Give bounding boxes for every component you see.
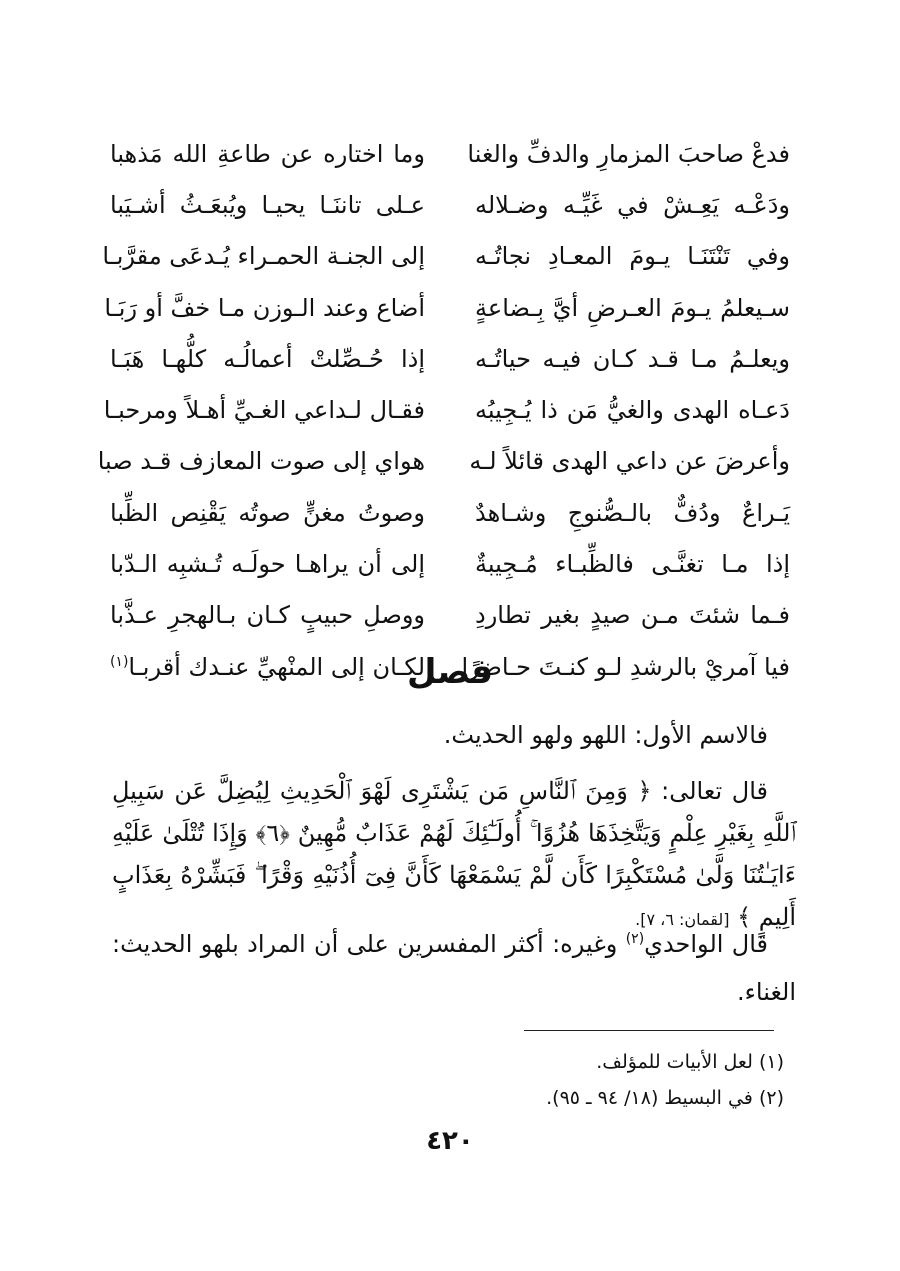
verse-first-hemistich: فيا آمريْ بالرشدِ لـو كنـتَ حـاضرًا bbox=[461, 652, 790, 681]
verse bbox=[110, 128, 790, 179]
verse bbox=[102, 231, 790, 282]
verse-second-hemistich: عـلى تاننَـا يحيـا ويُبعَـثُ أشـيَبا bbox=[110, 190, 425, 219]
quote-close: ﴾ bbox=[729, 903, 759, 931]
section-title: فصل bbox=[406, 652, 494, 692]
verse bbox=[110, 538, 790, 589]
footnote-text: في البسيط (١٨/ ٩٤ ـ ٩٥). bbox=[546, 1087, 753, 1109]
footnote-marker: (٢) bbox=[625, 931, 645, 947]
verse bbox=[103, 384, 790, 435]
verse-second-hemistich: ووصلِ حبيبٍ كـان بـالهجرِ عـذَّبا bbox=[110, 601, 425, 630]
verse-first-hemistich: سـيعلمُ يـومَ العـرضِ أيَّ بِـضاعةٍ bbox=[475, 293, 790, 322]
verse-first-hemistich: دَعـاه الهدى والغيُّ مَن ذا يُـجِيبُه bbox=[475, 396, 790, 425]
footnote-number: (١) bbox=[758, 1051, 784, 1073]
verse-first-hemistich: فدعْ صاحبَ المزمارِ والدفِّ والغنا bbox=[467, 139, 790, 168]
quran-reference: [لقمان: ٦، ٧]. bbox=[635, 910, 730, 929]
verse-text: لكـان إلى المنْهيِّ عنـدك أقربـا bbox=[128, 652, 425, 681]
verse-second-hemistich: فقـال لـداعي الغـيِّ أهـلاً ومرحبـا bbox=[103, 396, 425, 425]
verse-first-hemistich: ودَعْـه يَعِـشْ في غَيِّـه وضـلاله bbox=[475, 190, 790, 219]
verse-second-hemistich: وصوتُ مغنٍّ صوتُه يَقْنِص الظِّبا bbox=[110, 498, 425, 527]
footnote-text: لعل الأبيات للمؤلف. bbox=[596, 1051, 753, 1073]
page-number: ٤٢٠ bbox=[426, 1126, 474, 1156]
verse-first-hemistich: ويعلـمُ مـا قـد كـان فيـه حياتُـه bbox=[475, 344, 790, 373]
footnote-marker: (١) bbox=[109, 653, 129, 670]
verse-first-hemistich: وفي تَنْتَنَـا يـومَ المعـادِ نجاتُـه bbox=[475, 242, 790, 271]
quran-verse: وَمِنَ ٱلنَّاسِ مَن يَشْتَرِى لَهْوَ ٱلْحَدِيثِ لِيُضِلَّ عَن سَبِيلِ ٱللَّهِ بِغَيْرِ عِلْمٍ وَيَتَّخِذَهَا هُزُوًا ۚ أُولَـٰٓئِكَ لَهُمْ عَذَابٌ مُّهِينٌ ﴿٦﴾ وَإِذَا تُتْلَىٰ عَلَيْهِ ءَايَـٰتُنَا وَلَّىٰ مُسْتَكْبِرًا كَأَن لَّمْ يَسْمَعْهَا كَأَنَّ فِىٓ أُذُنَيْهِ وَقْرًا ۖ فَبَشِّرْهُ بِعَذَابٍ أَلِيمٍ bbox=[112, 777, 796, 931]
paragraph-first: فالاسم الأول: اللهو ولهو الحديث. bbox=[443, 721, 768, 749]
paragraph-text-rest: وغيره: أكثر المفسرين على أن المراد بلهو الحديث: الغناء. bbox=[112, 930, 796, 1006]
verse-second-hemistich: إلى أن يراهـا حولَـه تُـشبِه الـدّبا bbox=[110, 550, 425, 579]
poem bbox=[97, 128, 790, 692]
paragraph-wahidi bbox=[112, 920, 796, 1016]
verse bbox=[110, 487, 790, 538]
quote-intro: قال تعالى: ﴿ bbox=[627, 777, 768, 805]
verse bbox=[110, 179, 790, 230]
verse-second-hemistich: أضاع وعند الـوزن مـا خفَّ أو رَبَـا bbox=[104, 293, 425, 322]
verse bbox=[104, 282, 790, 333]
verse-first-hemistich: وأعرضَ عن داعي الهدى قائلاً لـه bbox=[469, 447, 790, 476]
verse-first-hemistich: يَـراعٌ ودُفٌّ بالـصُّنوجِ وشـاهدٌ bbox=[475, 498, 790, 527]
paragraph-quran-quote bbox=[112, 770, 796, 941]
verse-second-hemistich: إلى الجنـة الحمـراء يُـدعَى مقرَّبـا bbox=[102, 242, 425, 271]
paragraph-text-start: قال الواحدي bbox=[644, 930, 769, 958]
verse-second-hemistich: هواي إلى صوت المعازف قـد صبا bbox=[97, 447, 425, 476]
footnotes bbox=[104, 1044, 784, 1116]
verse-second-hemistich: إذا حُـصِّلتْ أعمالُـه كلُّهـا هَبَـا bbox=[110, 344, 425, 373]
verse bbox=[110, 590, 790, 641]
verse-first-hemistich: إذا مـا تغنَّـى فالظِّبـاء مُـجِيبةٌ bbox=[475, 550, 790, 579]
footnote bbox=[104, 1044, 784, 1080]
footnote-number: (٢) bbox=[758, 1087, 784, 1109]
verse bbox=[110, 333, 790, 384]
verse-second-hemistich: وما اختاره عن طاعةِ الله مَذهبا bbox=[110, 139, 425, 168]
footnote bbox=[104, 1080, 784, 1116]
verse bbox=[97, 436, 790, 487]
footnote-separator bbox=[524, 1030, 774, 1031]
verse-first-hemistich: فـما شئتَ مـن صيدٍ بغير تطاردِ bbox=[475, 601, 790, 630]
